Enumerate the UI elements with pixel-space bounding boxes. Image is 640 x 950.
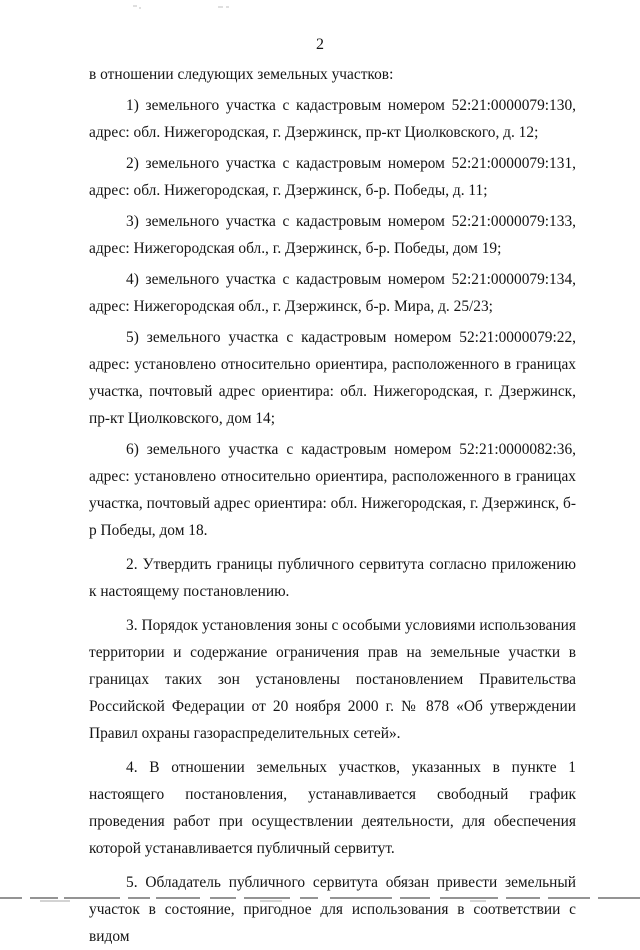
- clause-5: 5. Обладатель публичного сервитута обязан привести земельный участок в состояние, пригодное для использования в соответствии с видом: [89, 874, 576, 945]
- list-item-1: 1) земельного участка с кадастровым номером 52:21:0000079:130, адрес: обл. Нижегородская, г. Дзержинск, пр-кт Циолковского, д. 12;: [89, 97, 576, 141]
- list-item-2: 2) земельного участка с кадастровым номером 52:21:0000079:131, адрес: обл. Нижегородская, г. Дзержинск, б-р. Победы, д. 11;: [89, 155, 576, 199]
- list-item-3: 3) земельного участка с кадастровым номером 52:21:0000079:133, адрес: Нижегородская обл., г. Дзержинск, б-р. Победы, дом 19;: [89, 213, 576, 257]
- clause-3: 3. Порядок установления зоны с особыми условиями использования территории и содержание ограничения прав на земельные участки в границах таких зон установлены постановлением Правительства Российской Федерации от 20 ноября 2000 г. № 878 «Об утверждении Правил охраны газораспределительных сетей».: [89, 617, 576, 742]
- intro-paragraph: в отношении следующих земельных участков:: [89, 66, 394, 83]
- document-body: [89, 61, 576, 950]
- clause-2: 2. Утвердить границы публичного сервитута согласно приложению к настоящему постановлению.: [89, 556, 576, 600]
- list-item-4: 4) земельного участка с кадастровым номером 52:21:0000079:134, адрес: Нижегородская обл., г. Дзержинск, б-р. Мира, д. 25/23;: [89, 271, 576, 315]
- list-item-5: 5) земельного участка с кадастровым номером 52:21:0000079:22, адрес: установлено относительно ориентира, расположенного в границах участка, почтовый адрес ориентира: обл. Нижегородская, г. Дзержинск, пр-кт Циолковского, дом 14;: [89, 329, 576, 427]
- list-item-6: 6) земельного участка с кадастровым номером 52:21:0000082:36, адрес: установлено относительно ориентира, расположенного в границах участка, почтовый адрес ориентира: обл. Нижегородская, г. Дзержинск, б-р Победы, дом 18.: [89, 441, 576, 539]
- scan-artifact-top: [0, 2, 640, 12]
- clause-4: 4. В отношении земельных участков, указанных в пункте 1 настоящего постановления, устанавливается свободный график проведения работ при осуществлении деятельности, для обеспечения которой устанавливается публичный сервитут.: [89, 759, 576, 857]
- scan-artifact-bottom: [0, 889, 640, 905]
- page-number: 2: [316, 36, 324, 53]
